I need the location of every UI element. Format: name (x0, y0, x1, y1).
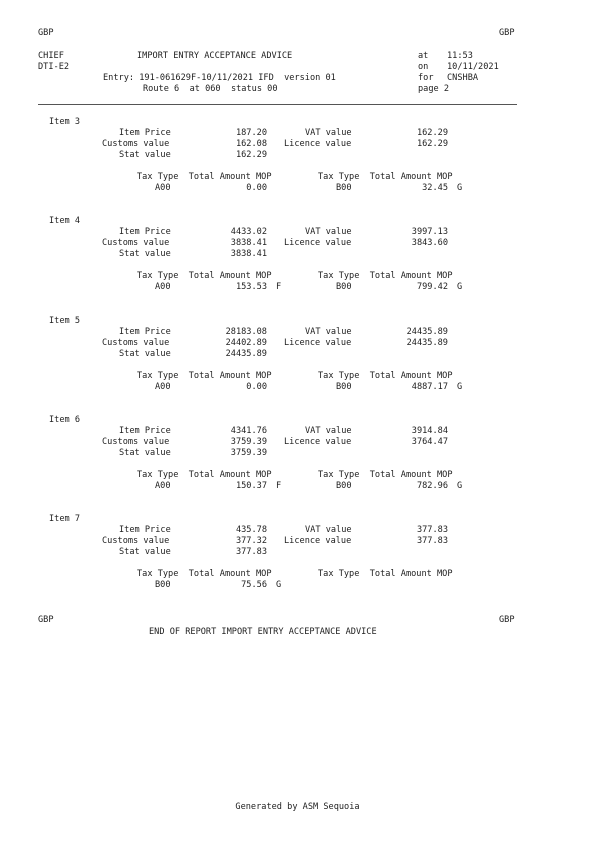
customs-value: 162.08 (235, 139, 267, 149)
tax-right-mop: G (457, 183, 463, 193)
licence-value-label: Licence value (284, 536, 352, 546)
item-title: Item 3 (49, 117, 81, 127)
tax-left-mop: G (276, 580, 282, 590)
vat-value-label: VAT value (305, 128, 352, 138)
customs-value-label: Customs value (102, 437, 170, 447)
report-title: IMPORT ENTRY ACCEPTANCE ADVICE (137, 51, 293, 61)
licence-value: 377.83 (416, 536, 448, 546)
tax-left-amount: 150.37 (235, 481, 267, 491)
tax-header-right: Tax Type Total Amount MOP (318, 470, 453, 480)
item-title: Item 4 (49, 216, 81, 226)
item-title: Item 7 (49, 514, 81, 524)
page-number: page 2 (418, 84, 450, 94)
tax-left-mop: F (276, 481, 282, 491)
vat-value: 377.83 (416, 525, 448, 535)
tax-right-amount: 32.45 (422, 183, 448, 193)
system-name: CHIEF (38, 51, 64, 61)
vat-value-label: VAT value (305, 227, 352, 237)
vat-value-label: VAT value (305, 525, 352, 535)
tax-header-left: Tax Type Total Amount MOP (137, 470, 272, 480)
stat-value: 377.83 (235, 547, 267, 557)
item-price-label: Item Price (119, 227, 171, 237)
tax-right-type: B00 (336, 282, 352, 292)
item-price-value: 435.78 (235, 525, 267, 535)
stat-value-label: Stat value (119, 249, 171, 259)
on-label: on (418, 62, 429, 72)
tax-right-amount: 799.42 (416, 282, 448, 292)
tax-right-mop: G (457, 282, 463, 292)
stat-value: 3759.39 (230, 448, 267, 458)
customs-value-label: Customs value (102, 338, 170, 348)
licence-value: 3764.47 (411, 437, 448, 447)
end-of-report: END OF REPORT IMPORT ENTRY ACCEPTANCE ADVICE (149, 627, 377, 637)
vat-value: 162.29 (416, 128, 448, 138)
customs-value-label: Customs value (102, 536, 170, 546)
vat-value-label: VAT value (305, 426, 352, 436)
stat-value: 162.29 (235, 150, 267, 160)
for-value: CNSHBA (447, 73, 479, 83)
tax-left-type: A00 (155, 382, 171, 392)
currency-bottom-left: GBP (38, 615, 54, 625)
item-price-label: Item Price (119, 426, 171, 436)
item-price-value: 4433.02 (230, 227, 267, 237)
currency-top-right: GBP (499, 28, 515, 38)
stat-value: 3838.41 (230, 249, 267, 259)
tax-left-type: B00 (155, 580, 171, 590)
tax-header-left: Tax Type Total Amount MOP (137, 569, 272, 579)
tax-right-mop: G (457, 382, 463, 392)
tax-left-type: A00 (155, 282, 171, 292)
licence-value-label: Licence value (284, 338, 352, 348)
stat-value-label: Stat value (119, 150, 171, 160)
item-price-value: 4341.76 (230, 426, 267, 436)
vat-value-label: VAT value (305, 327, 352, 337)
currency-top-left: GBP (38, 28, 54, 38)
tax-right-mop: G (457, 481, 463, 491)
vat-value: 3997.13 (411, 227, 448, 237)
item-title: Item 6 (49, 415, 81, 425)
at-label: at (418, 51, 429, 61)
licence-value: 24435.89 (406, 338, 448, 348)
tax-header-left: Tax Type Total Amount MOP (137, 371, 272, 381)
tax-right-type: B00 (336, 382, 352, 392)
tax-right-amount: 782.96 (416, 481, 448, 491)
tax-header-left: Tax Type Total Amount MOP (137, 172, 272, 182)
customs-value: 3838.41 (230, 238, 267, 248)
licence-value-label: Licence value (284, 238, 352, 248)
customs-value: 24402.89 (225, 338, 267, 348)
stat-value-label: Stat value (119, 547, 171, 557)
tax-right-type: B00 (336, 481, 352, 491)
tax-header-right: Tax Type Total Amount MOP (318, 271, 453, 281)
licence-value: 162.29 (416, 139, 448, 149)
header-divider (38, 104, 517, 105)
tax-right-type: B00 (336, 183, 352, 193)
tax-header-right: Tax Type Total Amount MOP (318, 569, 453, 579)
licence-value-label: Licence value (284, 437, 352, 447)
licence-value-label: Licence value (284, 139, 352, 149)
tax-left-amount: 0.00 (246, 183, 267, 193)
tax-right-amount: 4887.17 (411, 382, 448, 392)
customs-value-label: Customs value (102, 238, 170, 248)
tax-left-amount: 75.56 (241, 580, 267, 590)
item-price-value: 28183.08 (225, 327, 267, 337)
currency-bottom-right: GBP (499, 615, 515, 625)
tax-left-amount: 0.00 (246, 382, 267, 392)
licence-value: 3843.60 (411, 238, 448, 248)
report-date: 10/11/2021 (447, 62, 499, 72)
tax-left-amount: 153.53 (235, 282, 267, 292)
item-title: Item 5 (49, 316, 81, 326)
route-line: Route 6 at 060 status 00 (143, 84, 278, 94)
tax-header-left: Tax Type Total Amount MOP (137, 271, 272, 281)
customs-value-label: Customs value (102, 139, 170, 149)
tax-left-type: A00 (155, 481, 171, 491)
item-price-label: Item Price (119, 128, 171, 138)
for-label: for (418, 73, 434, 83)
tax-header-right: Tax Type Total Amount MOP (318, 172, 453, 182)
item-price-value: 187.20 (235, 128, 267, 138)
item-price-label: Item Price (119, 327, 171, 337)
vat-value: 3914.84 (411, 426, 448, 436)
customs-value: 3759.39 (230, 437, 267, 447)
vat-value: 24435.89 (406, 327, 448, 337)
stat-value-label: Stat value (119, 448, 171, 458)
tax-header-right: Tax Type Total Amount MOP (318, 371, 453, 381)
stat-value: 24435.89 (225, 349, 267, 359)
entry-line: Entry: 191-061629F-10/11/2021 IFD version 01 (103, 73, 336, 83)
tax-left-type: A00 (155, 183, 171, 193)
generated-by-footer: Generated by ASM Sequoia (235, 802, 360, 812)
report-time: 11:53 (447, 51, 473, 61)
stat-value-label: Stat value (119, 349, 171, 359)
report-id: DTI-E2 (38, 62, 70, 72)
item-price-label: Item Price (119, 525, 171, 535)
customs-value: 377.32 (235, 536, 267, 546)
tax-left-mop: F (276, 282, 282, 292)
